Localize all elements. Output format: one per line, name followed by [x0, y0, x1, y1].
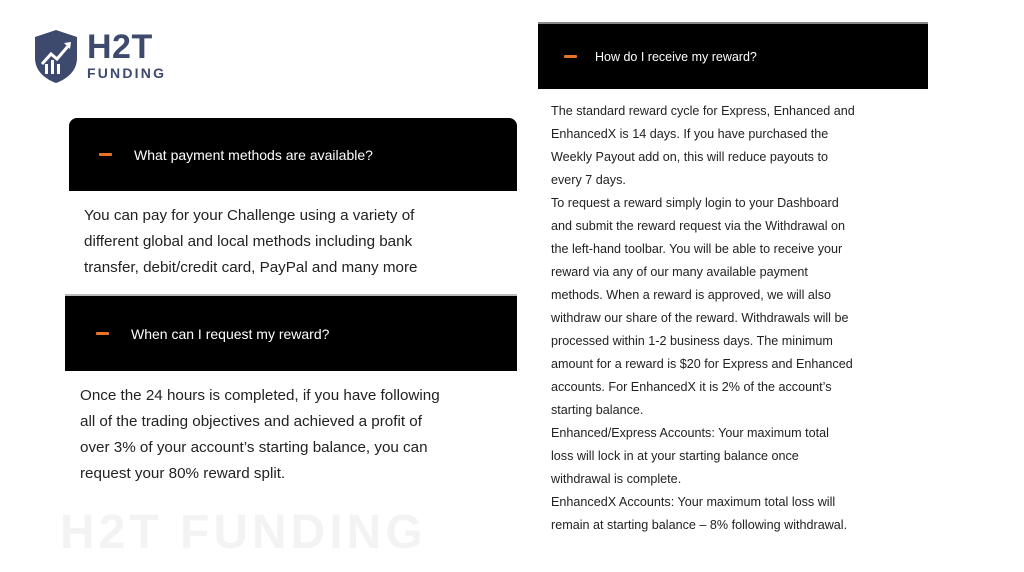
- answer-line: remain at starting balance – 8% following withdrawal.: [551, 518, 848, 532]
- answer-line: The standard reward cycle for Express, Enhanced and: [551, 104, 855, 118]
- collapse-dash-icon: [99, 153, 112, 156]
- shield-chart-icon: [33, 28, 79, 84]
- logo-subtitle: FUNDING: [87, 65, 167, 81]
- faq-header-request-reward[interactable]: [65, 296, 517, 371]
- answer-line: different global and local methods including bank: [84, 233, 413, 250]
- answer-line: every 7 days.: [551, 173, 626, 187]
- answer-line: withdrawal is complete.: [551, 472, 682, 486]
- answer-line: EnhancedX Accounts: Your maximum total loss will: [551, 495, 836, 509]
- faq-question: How do I receive my reward?: [595, 49, 757, 64]
- answer-line: reward via any of our many available payment: [551, 265, 808, 279]
- answer-line: transfer, debit/credit card, PayPal and many more: [84, 259, 418, 276]
- faq-header-payment-methods[interactable]: [69, 118, 517, 191]
- answer-line: all of the trading objectives and achieved a profit of: [80, 413, 422, 430]
- faq-header-receive-reward[interactable]: [538, 24, 928, 89]
- answer-line: request your 80% reward split.: [80, 465, 286, 482]
- logo: [33, 28, 166, 84]
- answer-line: the left-hand toolbar. You will be able to receive your: [551, 242, 843, 256]
- answer-line: Enhanced/Express Accounts: Your maximum total: [551, 426, 829, 440]
- answer-line: Once the 24 hours is completed, if you have following: [80, 387, 440, 404]
- answer-line: and submit the reward request via the Withdrawal on: [551, 219, 846, 233]
- answer-line: To request a reward simply login to your Dashboard: [551, 196, 839, 210]
- collapse-dash-icon: [96, 332, 109, 335]
- faq-question: What payment methods are available?: [134, 146, 373, 163]
- answer-line: amount for a reward is $20 for Express and Enhanced: [551, 357, 853, 371]
- faq-answer: [84, 203, 417, 281]
- answer-line: loss will lock in at your starting balance once: [551, 449, 799, 463]
- logo-brand: H2T: [87, 28, 153, 66]
- answer-line: methods. When a reward is approved, we will also: [551, 288, 831, 302]
- answer-line: accounts. For EnhancedX it is 2% of the account’s: [551, 380, 832, 394]
- answer-line: over 3% of your account’s starting balance, you can: [80, 439, 428, 456]
- answer-line: You can pay for your Challenge using a variety of: [84, 207, 415, 224]
- watermark: H2T FUNDING: [60, 506, 427, 559]
- answer-line: EnhancedX is 14 days. If you have purchased the: [551, 127, 829, 141]
- collapse-dash-icon: [564, 55, 577, 58]
- faq-answer: [80, 383, 440, 487]
- answer-line: Weekly Payout add on, this will reduce payouts to: [551, 150, 828, 164]
- faq-question: When can I request my reward?: [131, 325, 330, 342]
- answer-line: starting balance.: [551, 403, 644, 417]
- answer-line: processed within 1-2 business days. The minimum: [551, 334, 833, 348]
- faq-answer: [551, 100, 855, 537]
- answer-line: withdraw our share of the reward. Withdrawals will be: [551, 311, 849, 325]
